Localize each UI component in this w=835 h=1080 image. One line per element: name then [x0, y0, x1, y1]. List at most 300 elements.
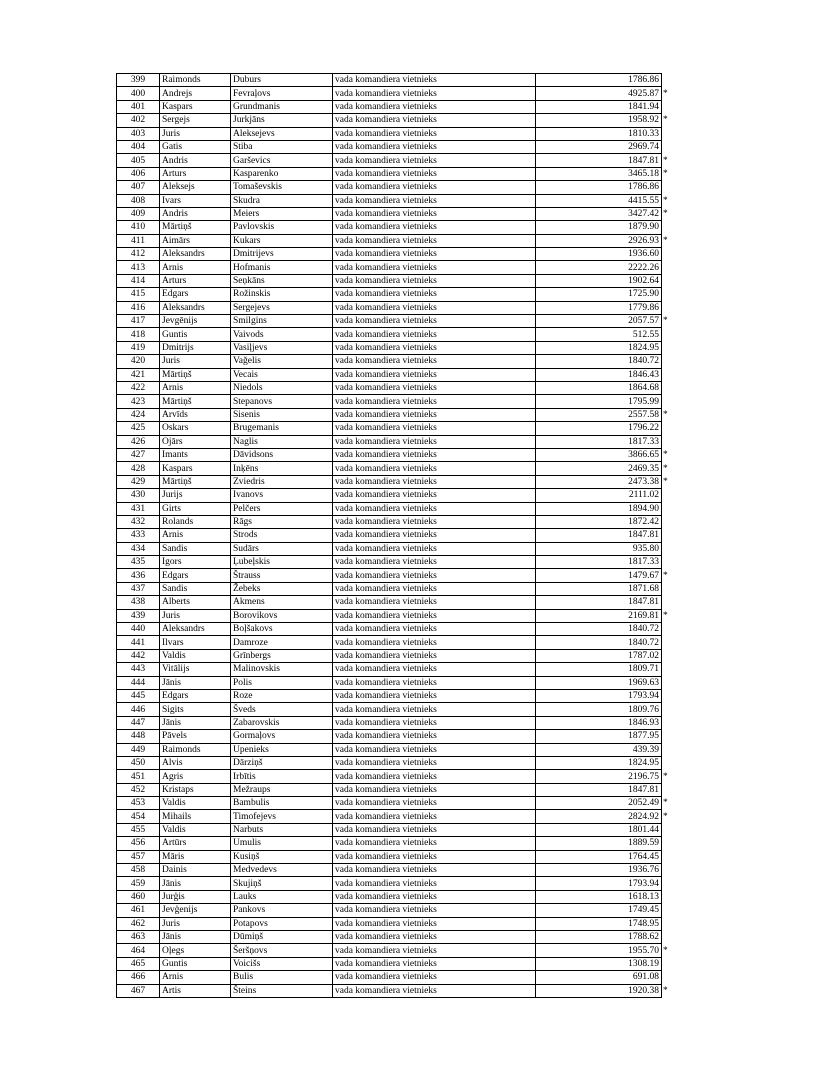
first-name-cell: Andrejs	[160, 87, 231, 100]
footnote-mark-cell	[662, 917, 672, 930]
footnote-mark-cell	[662, 140, 672, 153]
first-name-cell: Guntis	[160, 957, 231, 970]
last-name-cell: Kusiņš	[231, 850, 333, 863]
first-name-cell: Kaspars	[160, 462, 231, 475]
table-row	[117, 381, 672, 394]
position-cell: vada komandiera vietnieks	[333, 917, 536, 930]
first-name-cell: Girts	[160, 502, 231, 515]
row-number-cell: 429	[117, 475, 160, 488]
last-name-cell: Pankovs	[231, 904, 333, 917]
first-name-cell: Jānis	[160, 877, 231, 890]
footnote-mark-cell: *	[663, 985, 668, 996]
row-number-cell: 431	[117, 502, 160, 515]
amount-cell: 1847.81	[536, 529, 662, 542]
row-number-cell: 415	[117, 288, 160, 301]
position-cell: vada komandiera vietnieks	[333, 743, 536, 756]
table-row	[117, 703, 672, 716]
footnote-mark-cell	[662, 663, 672, 676]
last-name-cell: Damroze	[231, 636, 333, 649]
last-name-cell: Akmens	[231, 596, 333, 609]
amount-cell: 1749.45	[536, 904, 662, 917]
position-cell: vada komandiera vietnieks	[333, 274, 536, 287]
position-cell: vada komandiera vietnieks	[333, 756, 536, 769]
position-cell: vada komandiera vietnieks	[333, 475, 536, 488]
first-name-cell: Sigits	[160, 703, 231, 716]
first-name-cell: Edgars	[160, 288, 231, 301]
last-name-cell: Vağelis	[231, 355, 333, 368]
footnote-mark-cell	[662, 221, 672, 234]
position-cell: vada komandiera vietnieks	[333, 140, 536, 153]
row-number-cell: 455	[117, 823, 160, 836]
footnote-mark-cell	[662, 689, 672, 702]
table-row	[117, 261, 672, 274]
last-name-cell: Grundmanis	[231, 100, 333, 113]
footnote-mark-cell	[662, 381, 672, 394]
row-number-cell: 463	[117, 931, 160, 944]
row-number-cell: 439	[117, 609, 160, 622]
position-cell: vada komandiera vietnieks	[333, 181, 536, 194]
first-name-cell: Andris	[160, 154, 231, 167]
position-cell: vada komandiera vietnieks	[333, 408, 536, 421]
position-cell: vada komandiera vietnieks	[333, 770, 536, 783]
first-name-cell: Arnis	[160, 261, 231, 274]
first-name-cell: Dainis	[160, 864, 231, 877]
position-cell: vada komandiera vietnieks	[333, 676, 536, 689]
table-row	[117, 207, 672, 220]
amount-cell: 439.39	[536, 743, 662, 756]
last-name-cell: Fevraļovs	[231, 87, 333, 100]
amount-cell: 2473.38	[536, 475, 662, 488]
table-row	[117, 689, 672, 702]
first-name-cell: Sandis	[160, 542, 231, 555]
amount-cell: 1795.99	[536, 395, 662, 408]
first-name-cell: Valdis	[160, 823, 231, 836]
first-name-cell: Aleksandrs	[160, 623, 231, 636]
row-number-cell: 428	[117, 462, 160, 475]
last-name-cell: Voicišs	[231, 957, 333, 970]
amount-cell: 1788.62	[536, 931, 662, 944]
position-cell: vada komandiera vietnieks	[333, 489, 536, 502]
position-cell: vada komandiera vietnieks	[333, 100, 536, 113]
position-cell: vada komandiera vietnieks	[333, 248, 536, 261]
row-number-cell: 440	[117, 623, 160, 636]
footnote-mark-cell	[662, 435, 672, 448]
table-row	[117, 87, 672, 100]
last-name-cell: Hofmanis	[231, 261, 333, 274]
amount-cell: 3427.42	[536, 207, 662, 220]
first-name-cell: Juris	[160, 917, 231, 930]
row-number-cell: 422	[117, 381, 160, 394]
amount-cell: 1824.95	[536, 756, 662, 769]
table-row	[117, 234, 672, 247]
last-name-cell: Jurkjāns	[231, 114, 333, 127]
table-row	[117, 315, 672, 328]
first-name-cell: Mihails	[160, 810, 231, 823]
first-name-cell: Oskars	[160, 422, 231, 435]
row-number-cell: 402	[117, 114, 160, 127]
position-cell: vada komandiera vietnieks	[333, 328, 536, 341]
table-row	[117, 489, 672, 502]
footnote-mark-cell	[662, 515, 672, 528]
position-cell: vada komandiera vietnieks	[333, 556, 536, 569]
table-row	[117, 569, 672, 582]
footnote-mark-cell	[662, 341, 672, 354]
row-number-cell: 446	[117, 703, 160, 716]
footnote-mark-cell	[662, 181, 672, 194]
table-row	[117, 957, 672, 970]
footnote-mark-cell	[662, 288, 672, 301]
row-number-cell: 409	[117, 207, 160, 220]
first-name-cell: Mārtiņš	[160, 368, 231, 381]
amount-cell: 1877.95	[536, 730, 662, 743]
table-row	[117, 904, 672, 917]
last-name-cell: Duburs	[231, 74, 333, 87]
last-name-cell: Umulis	[231, 837, 333, 850]
table-row	[117, 756, 672, 769]
footnote-mark-cell	[662, 74, 672, 87]
row-number-cell: 441	[117, 636, 160, 649]
table-row	[117, 663, 672, 676]
table-row	[117, 542, 672, 555]
first-name-cell: Jevgēnijs	[160, 315, 231, 328]
position-cell: vada komandiera vietnieks	[333, 810, 536, 823]
amount-cell: 1889.59	[536, 837, 662, 850]
footnote-mark-cell	[662, 904, 672, 917]
position-cell: vada komandiera vietnieks	[333, 114, 536, 127]
last-name-cell: Narbuts	[231, 823, 333, 836]
first-name-cell: Valdis	[160, 797, 231, 810]
last-name-cell: Skudra	[231, 194, 333, 207]
row-number-cell: 447	[117, 716, 160, 729]
first-name-cell: Ivars	[160, 194, 231, 207]
last-name-cell: Stiba	[231, 140, 333, 153]
footnote-mark-cell	[662, 529, 672, 542]
position-cell: vada komandiera vietnieks	[333, 74, 536, 87]
amount-cell: 1308.19	[536, 957, 662, 970]
footnote-mark-cell: *	[663, 115, 668, 126]
row-number-cell: 411	[117, 234, 160, 247]
last-name-cell: Sisenis	[231, 408, 333, 421]
amount-cell: 1902.64	[536, 274, 662, 287]
row-number-cell: 430	[117, 489, 160, 502]
amount-cell: 2111.02	[536, 489, 662, 502]
row-number-cell: 427	[117, 448, 160, 461]
row-number-cell: 437	[117, 582, 160, 595]
row-number-cell: 417	[117, 315, 160, 328]
table-row	[117, 609, 672, 622]
amount-cell: 1894.90	[536, 502, 662, 515]
footnote-mark-cell	[662, 957, 672, 970]
last-name-cell: Brugemanis	[231, 422, 333, 435]
footnote-mark-cell: *	[663, 945, 668, 956]
row-number-cell: 433	[117, 529, 160, 542]
footnote-mark-cell	[662, 395, 672, 408]
position-cell: vada komandiera vietnieks	[333, 596, 536, 609]
row-number-cell: 456	[117, 837, 160, 850]
amount-cell: 1748.95	[536, 917, 662, 930]
last-name-cell: Dāvidsons	[231, 448, 333, 461]
last-name-cell: Zviedris	[231, 475, 333, 488]
position-cell: vada komandiera vietnieks	[333, 167, 536, 180]
table-row	[117, 154, 672, 167]
footnote-mark-cell	[662, 261, 672, 274]
last-name-cell: Aleksejevs	[231, 127, 333, 140]
last-name-cell: Seņkāns	[231, 274, 333, 287]
position-cell: vada komandiera vietnieks	[333, 462, 536, 475]
table-row	[117, 931, 672, 944]
table-row	[117, 596, 672, 609]
position-cell: vada komandiera vietnieks	[333, 663, 536, 676]
footnote-mark-cell: *	[663, 235, 668, 246]
row-number-cell: 424	[117, 408, 160, 421]
row-number-cell: 438	[117, 596, 160, 609]
table-row	[117, 890, 672, 903]
amount-cell: 1920.38	[536, 984, 662, 997]
table-row	[117, 114, 672, 127]
position-cell: vada komandiera vietnieks	[333, 636, 536, 649]
last-name-cell: Sergejevs	[231, 301, 333, 314]
table-row	[117, 140, 672, 153]
table-row	[117, 100, 672, 113]
first-name-cell: Jurijs	[160, 489, 231, 502]
last-name-cell: Vasiļjevs	[231, 341, 333, 354]
position-cell: vada komandiera vietnieks	[333, 569, 536, 582]
row-number-cell: 461	[117, 904, 160, 917]
amount-cell: 1846.93	[536, 716, 662, 729]
last-name-cell: Gormaļovs	[231, 730, 333, 743]
row-number-cell: 416	[117, 301, 160, 314]
amount-cell: 1618.13	[536, 890, 662, 903]
last-name-cell: Timofejevs	[231, 810, 333, 823]
first-name-cell: Guntis	[160, 328, 231, 341]
first-name-cell: Aleksejs	[160, 181, 231, 194]
last-name-cell: Polis	[231, 676, 333, 689]
first-name-cell: Mārtiņš	[160, 475, 231, 488]
footnote-mark-cell	[662, 756, 672, 769]
first-name-cell: Raimonds	[160, 743, 231, 756]
position-cell: vada komandiera vietnieks	[333, 730, 536, 743]
table-row	[117, 556, 672, 569]
position-cell: vada komandiera vietnieks	[333, 823, 536, 836]
row-number-cell: 464	[117, 944, 160, 957]
last-name-cell: Štrauss	[231, 569, 333, 582]
first-name-cell: Pāvels	[160, 730, 231, 743]
first-name-cell: Sandis	[160, 582, 231, 595]
footnote-mark-cell: *	[663, 88, 668, 99]
amount-cell: 691.08	[536, 971, 662, 984]
amount-cell: 1786.86	[536, 181, 662, 194]
last-name-cell: Vaivods	[231, 328, 333, 341]
first-name-cell: Arturs	[160, 274, 231, 287]
table-row	[117, 515, 672, 528]
amount-cell: 2052.49	[536, 797, 662, 810]
table-row	[117, 730, 672, 743]
position-cell: vada komandiera vietnieks	[333, 582, 536, 595]
table-row	[117, 944, 672, 957]
table-row	[117, 783, 672, 796]
position-cell: vada komandiera vietnieks	[333, 341, 536, 354]
table-row	[117, 623, 672, 636]
position-cell: vada komandiera vietnieks	[333, 944, 536, 957]
amount-cell: 1793.94	[536, 877, 662, 890]
last-name-cell: Grīnbergs	[231, 649, 333, 662]
first-name-cell: Jānis	[160, 676, 231, 689]
row-number-cell: 404	[117, 140, 160, 153]
row-number-cell: 453	[117, 797, 160, 810]
table-row	[117, 127, 672, 140]
first-name-cell: Artūrs	[160, 837, 231, 850]
table-row	[117, 355, 672, 368]
amount-cell: 1840.72	[536, 623, 662, 636]
footnote-mark-cell: *	[663, 168, 668, 179]
first-name-cell: Raimonds	[160, 74, 231, 87]
amount-cell: 1846.43	[536, 368, 662, 381]
table-row	[117, 582, 672, 595]
first-name-cell: Artis	[160, 984, 231, 997]
amount-cell: 2824.92	[536, 810, 662, 823]
last-name-cell: Medvedevs	[231, 864, 333, 877]
position-cell: vada komandiera vietnieks	[333, 971, 536, 984]
amount-cell: 2926.93	[536, 234, 662, 247]
footnote-mark-cell	[662, 716, 672, 729]
last-name-cell: Potapovs	[231, 917, 333, 930]
row-number-cell: 448	[117, 730, 160, 743]
footnote-mark-cell: *	[663, 610, 668, 621]
row-number-cell: 413	[117, 261, 160, 274]
position-cell: vada komandiera vietnieks	[333, 931, 536, 944]
position-cell: vada komandiera vietnieks	[333, 529, 536, 542]
position-cell: vada komandiera vietnieks	[333, 422, 536, 435]
amount-cell: 2469.35	[536, 462, 662, 475]
last-name-cell: Mežraups	[231, 783, 333, 796]
first-name-cell: Mārtiņš	[160, 221, 231, 234]
position-cell: vada komandiera vietnieks	[333, 703, 536, 716]
footnote-mark-cell	[662, 328, 672, 341]
last-name-cell: Šeršņovs	[231, 944, 333, 957]
position-cell: vada komandiera vietnieks	[333, 515, 536, 528]
amount-cell: 1786.86	[536, 74, 662, 87]
position-cell: vada komandiera vietnieks	[333, 609, 536, 622]
first-name-cell: Arnis	[160, 529, 231, 542]
amount-cell: 1936.60	[536, 248, 662, 261]
row-number-cell: 412	[117, 248, 160, 261]
row-number-cell: 407	[117, 181, 160, 194]
footnote-mark-cell	[662, 649, 672, 662]
amount-cell: 1809.76	[536, 703, 662, 716]
row-number-cell: 457	[117, 850, 160, 863]
table-row	[117, 395, 672, 408]
position-cell: vada komandiera vietnieks	[333, 315, 536, 328]
last-name-cell: Upenieks	[231, 743, 333, 756]
footnote-mark-cell	[662, 703, 672, 716]
footnote-mark-cell: *	[663, 316, 668, 327]
footnote-mark-cell	[662, 100, 672, 113]
salary-table	[116, 73, 672, 998]
amount-cell: 1847.81	[536, 596, 662, 609]
table-row	[117, 636, 672, 649]
position-cell: vada komandiera vietnieks	[333, 502, 536, 515]
row-number-cell: 454	[117, 810, 160, 823]
footnote-mark-cell	[662, 931, 672, 944]
amount-cell: 1847.81	[536, 154, 662, 167]
table-row	[117, 716, 672, 729]
row-number-cell: 459	[117, 877, 160, 890]
row-number-cell: 425	[117, 422, 160, 435]
footnote-mark-cell: *	[663, 463, 668, 474]
row-number-cell: 426	[117, 435, 160, 448]
last-name-cell: Niedols	[231, 381, 333, 394]
last-name-cell: Skujiņš	[231, 877, 333, 890]
first-name-cell: Alberts	[160, 596, 231, 609]
position-cell: vada komandiera vietnieks	[333, 649, 536, 662]
table-row	[117, 274, 672, 287]
row-number-cell: 443	[117, 663, 160, 676]
footnote-mark-cell: *	[663, 771, 668, 782]
footnote-mark-cell	[662, 582, 672, 595]
footnote-mark-cell	[662, 368, 672, 381]
position-cell: vada komandiera vietnieks	[333, 435, 536, 448]
footnote-mark-cell	[662, 730, 672, 743]
table-row	[117, 837, 672, 850]
footnote-mark-cell	[662, 823, 672, 836]
table-row	[117, 676, 672, 689]
table-row	[117, 408, 672, 421]
footnote-mark-cell	[662, 850, 672, 863]
row-number-cell: 414	[117, 274, 160, 287]
last-name-cell: Dūmiņš	[231, 931, 333, 944]
last-name-cell: Sudārs	[231, 542, 333, 555]
footnote-mark-cell	[662, 783, 672, 796]
first-name-cell: Juris	[160, 355, 231, 368]
amount-cell: 2196.75	[536, 770, 662, 783]
position-cell: vada komandiera vietnieks	[333, 368, 536, 381]
last-name-cell: Malinovskis	[231, 663, 333, 676]
position-cell: vada komandiera vietnieks	[333, 87, 536, 100]
first-name-cell: Edgars	[160, 569, 231, 582]
last-name-cell: Roze	[231, 689, 333, 702]
amount-cell: 1793.94	[536, 689, 662, 702]
position-cell: vada komandiera vietnieks	[333, 890, 536, 903]
amount-cell: 2557.58	[536, 408, 662, 421]
first-name-cell: Jānis	[160, 716, 231, 729]
position-cell: vada komandiera vietnieks	[333, 154, 536, 167]
first-name-cell: Kaspars	[160, 100, 231, 113]
last-name-cell: Šveds	[231, 703, 333, 716]
table-row	[117, 248, 672, 261]
first-name-cell: Aleksandrs	[160, 248, 231, 261]
table-row	[117, 864, 672, 877]
first-name-cell: Jānis	[160, 931, 231, 944]
last-name-cell: Inķēns	[231, 462, 333, 475]
last-name-cell: Dmitrijevs	[231, 248, 333, 261]
footnote-mark-cell: *	[663, 570, 668, 581]
position-cell: vada komandiera vietnieks	[333, 957, 536, 970]
amount-cell: 1764.45	[536, 850, 662, 863]
row-number-cell: 450	[117, 756, 160, 769]
table-row	[117, 462, 672, 475]
row-number-cell: 465	[117, 957, 160, 970]
last-name-cell: Ļubeļskis	[231, 556, 333, 569]
amount-cell: 1840.72	[536, 636, 662, 649]
table-row	[117, 288, 672, 301]
amount-cell: 4925.87	[536, 87, 662, 100]
row-number-cell: 444	[117, 676, 160, 689]
table-row	[117, 435, 672, 448]
table-row	[117, 529, 672, 542]
table-row	[117, 422, 672, 435]
first-name-cell: Sergejs	[160, 114, 231, 127]
footnote-mark-cell	[662, 596, 672, 609]
